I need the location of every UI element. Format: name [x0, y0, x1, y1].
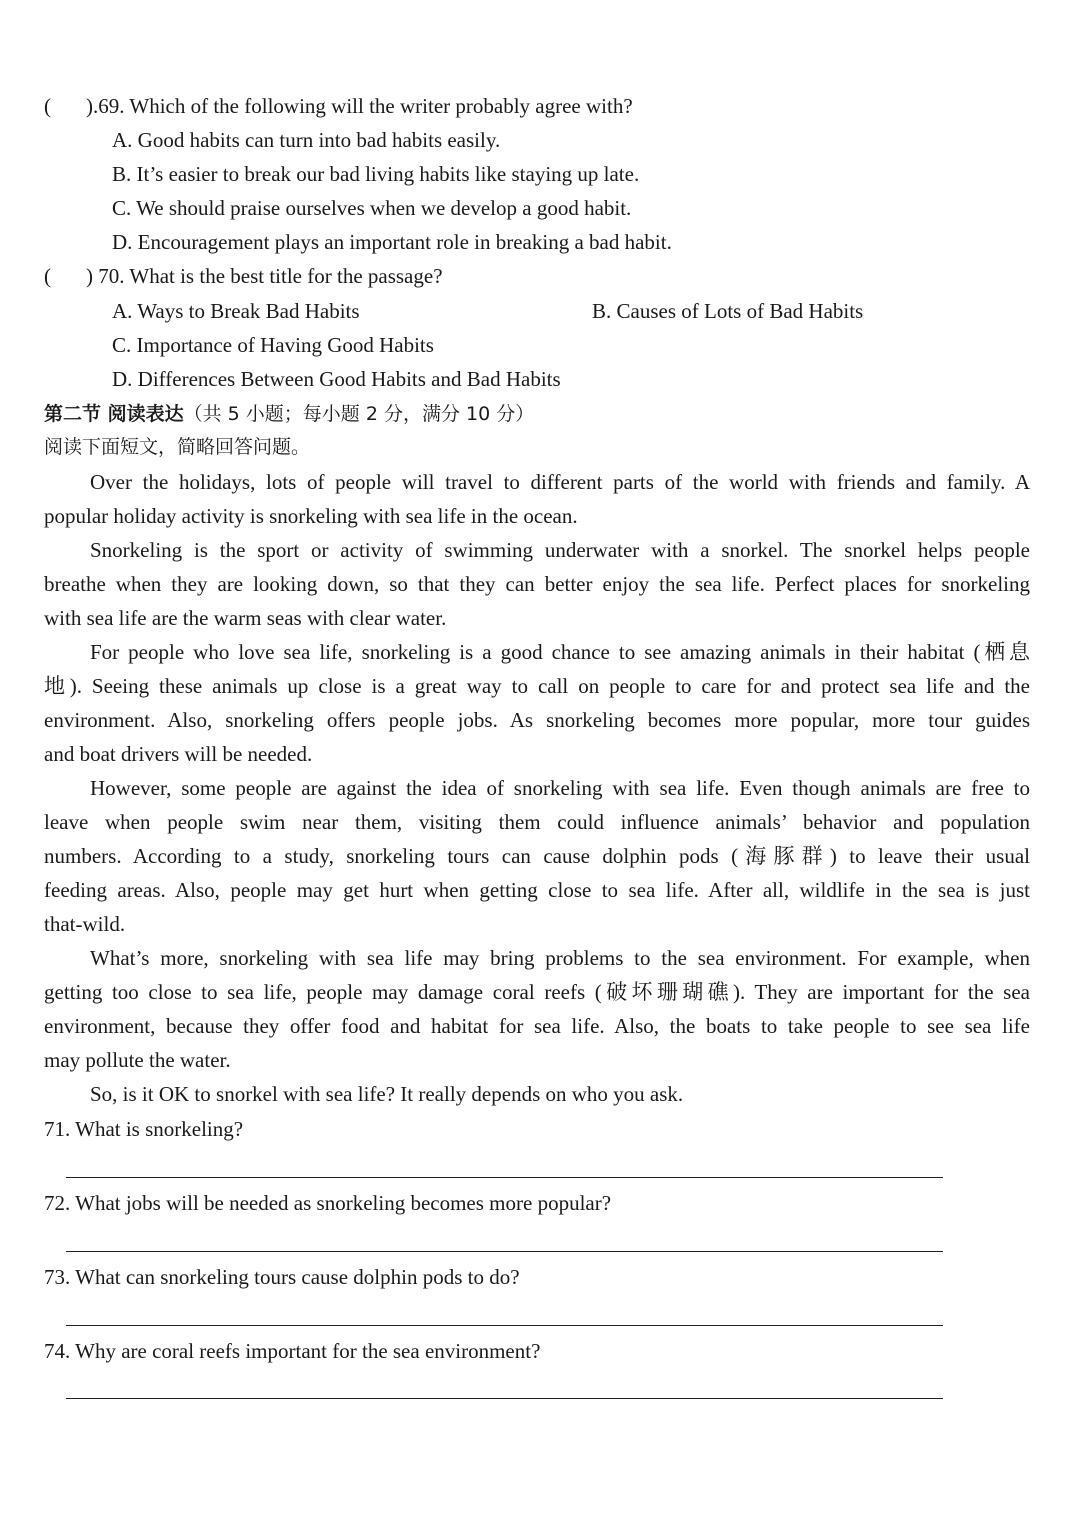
- passage-p4-line5: that-wild.: [44, 912, 126, 936]
- question-72: 72. What jobs will be needed as snorkeling becomes more popular?: [44, 1191, 612, 1215]
- passage-p4-line1: However, some people are against the idea of snorkeling with sea life. Even though animals are free to: [90, 776, 1030, 800]
- section-title: 第二节 阅读表达: [44, 403, 184, 425]
- answer-line-74[interactable]: [66, 1398, 943, 1399]
- question-69-option-a: A. Good habits can turn into bad habits easily.: [112, 128, 501, 152]
- answer-line-71[interactable]: [66, 1177, 943, 1178]
- answer-bracket-close: ) 70.: [86, 264, 125, 288]
- question-70-stem: [44, 261, 443, 291]
- passage-p1-line2: popular holiday activity is snorkeling with sea life in the ocean.: [44, 504, 578, 528]
- question-69-text: Which of the following will the writer probably agree with?: [129, 94, 633, 118]
- passage-p4-line2: leave when people swim near them, visiting them could influence animals’ behavior and population: [44, 810, 1030, 834]
- answer-bracket-open: (: [44, 264, 51, 288]
- passage-p3-line3: environment. Also, snorkeling offers people jobs. As snorkeling becomes more popular, more tour guides: [44, 708, 1030, 732]
- passage-p2-line2: breathe when they are looking down, so that they can better enjoy the sea life. Perfect places for snorkeling: [44, 572, 1030, 596]
- answer-bracket-close: ).69.: [86, 94, 125, 118]
- question-69-option-c: C. We should praise ourselves when we develop a good habit.: [112, 196, 632, 220]
- passage-p4-line3: numbers. According to a study, snorkeling tours can cause dolphin pods (海豚群) to leave their usual: [44, 844, 1030, 868]
- question-69-option-b: B. It’s easier to break our bad living habits like staying up late.: [112, 162, 640, 186]
- question-70-text: What is the best title for the passage?: [129, 264, 443, 288]
- section-scoring-note: （共 5 小题；每小题 2 分，满分 10 分）: [183, 403, 535, 425]
- section-header: [44, 398, 534, 428]
- passage-p1-line1: Over the holidays, lots of people will travel to different parts of the world with friends and family. A: [90, 470, 1030, 494]
- passage-p2-line1: Snorkeling is the sport or activity of swimming underwater with a snorkel. The snorkel helps people: [90, 538, 1030, 562]
- passage-p4-line4: feeding areas. Also, people may get hurt when getting close to sea life. After all, wildlife in the sea is just: [44, 878, 1030, 902]
- question-70-option-c: C. Importance of Having Good Habits: [112, 333, 434, 357]
- passage-p5-line1: What’s more, snorkeling with sea life may bring problems to the sea environment. For example, when: [90, 946, 1030, 970]
- question-70-option-d: D. Differences Between Good Habits and Bad Habits: [112, 367, 561, 391]
- question-70-option-a: A. Ways to Break Bad Habits: [112, 299, 360, 323]
- answer-line-72[interactable]: [66, 1251, 943, 1252]
- question-69-option-d: D. Encouragement plays an important role in breaking a bad habit.: [112, 230, 672, 254]
- answer-bracket-open: (: [44, 94, 51, 118]
- passage-p5-line4: may pollute the water.: [44, 1048, 231, 1072]
- question-69-stem: [44, 91, 633, 121]
- passage-p3-line1: For people who love sea life, snorkeling is a good chance to see amazing animals in their habitat (栖息: [90, 640, 1030, 664]
- question-70-option-b: B. Causes of Lots of Bad Habits: [592, 299, 864, 323]
- passage-p3-line2: 地). Seeing these animals up close is a great way to call on people to care for and protect sea life and the: [44, 674, 1030, 698]
- passage-p3-line4: and boat drivers will be needed.: [44, 742, 313, 766]
- question-71: 71. What is snorkeling?: [44, 1117, 244, 1141]
- passage-p6-line1: So, is it OK to snorkel with sea life? It really depends on who you ask.: [90, 1082, 684, 1106]
- question-74: 74. Why are coral reefs important for the sea environment?: [44, 1339, 541, 1363]
- section-instruction: 阅读下面短文，简略回答问题。: [44, 436, 311, 458]
- passage-p5-line2: getting too close to sea life, people may damage coral reefs (破坏珊瑚礁). They are important for the sea: [44, 980, 1030, 1004]
- question-73: 73. What can snorkeling tours cause dolphin pods to do?: [44, 1265, 520, 1289]
- passage-p5-line3: environment, because they offer food and habitat for sea life. Also, the boats to take people to see sea life: [44, 1014, 1030, 1038]
- answer-line-73[interactable]: [66, 1325, 943, 1326]
- passage-p2-line3: with sea life are the warm seas with clear water.: [44, 606, 447, 630]
